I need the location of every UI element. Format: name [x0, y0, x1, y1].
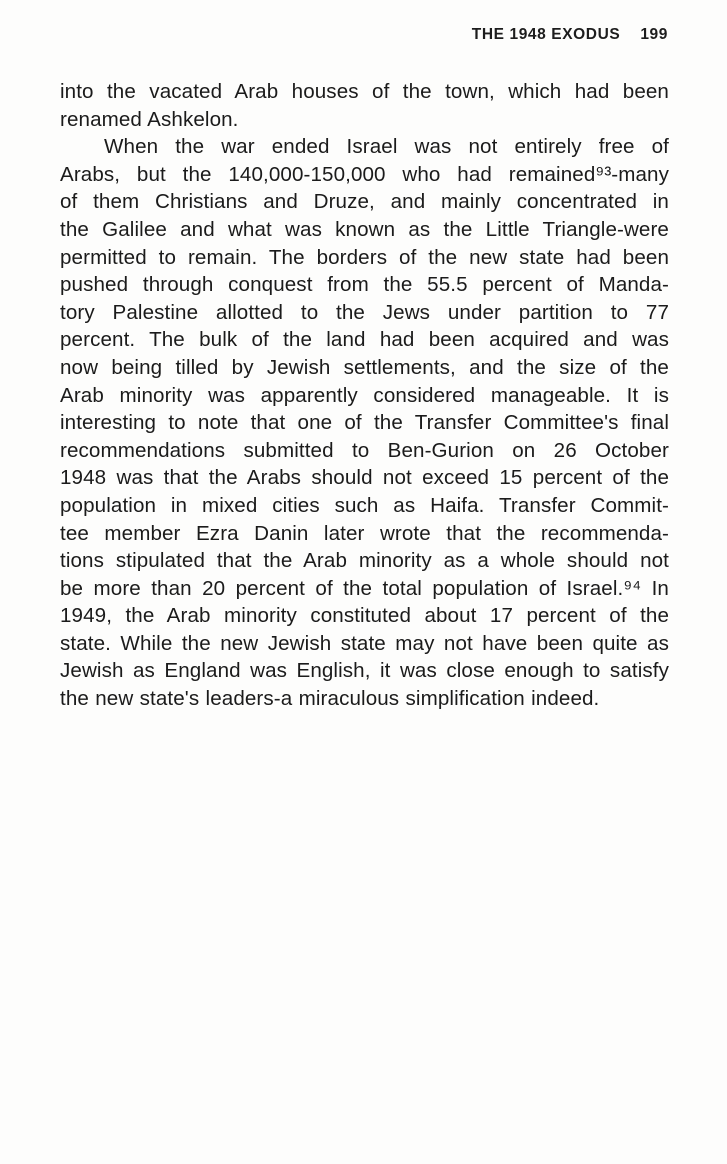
- text-line: now being tilled by Jewish settlements, and the size of the: [60, 355, 669, 379]
- text-line: tions stipulated that the Arab minority as a whole should not: [60, 549, 669, 573]
- text-line: renamed Ashkelon.: [60, 107, 239, 131]
- text-line: 1949, the Arab minority constituted about 17 percent of the: [60, 604, 669, 628]
- text-line: When the war ended Israel was not entirely free of: [104, 135, 669, 159]
- running-title: THE 1948 EXODUS: [471, 26, 621, 43]
- text-line: interesting to note that one of the Transfer Committee's final: [60, 411, 669, 435]
- text-line: Arabs, but the 140,000-150,000 who had remained⁹³-many: [60, 162, 669, 186]
- text-line: Jewish as England was English, it was close enough to satisfy: [60, 659, 669, 683]
- text-line: pushed through conquest from the 55.5 percent of Manda-: [60, 273, 669, 297]
- running-header: [60, 26, 668, 44]
- text-line: into the vacated Arab houses of the town, which had been: [60, 80, 669, 103]
- text-line: permitted to remain. The borders of the new state had been: [60, 245, 669, 269]
- text-line: population in mixed cities such as Haifa. Transfer Commit-: [60, 493, 669, 517]
- text-line: recommendations submitted to Ben-Gurion on 26 October: [60, 438, 669, 462]
- body-text: [60, 78, 669, 713]
- text-line: of them Christians and Druze, and mainly concentrated in: [60, 190, 669, 214]
- text-line: percent. The bulk of the land had been acquired and was: [60, 328, 669, 352]
- page-number: 199: [640, 26, 668, 43]
- text-line: state. While the new Jewish state may not have been quite as: [60, 631, 669, 655]
- text-line: Arab minority was apparently considered manageable. It is: [60, 383, 669, 407]
- text-line: be more than 20 percent of the total population of Israel.⁹⁴ In: [60, 576, 669, 600]
- text-line: the new state's leaders-a miraculous simplification indeed.: [60, 687, 600, 711]
- text-line: the Galilee and what was known as the Little Triangle-were: [60, 217, 669, 241]
- text-line: tory Palestine allotted to the Jews under partition to 77: [60, 300, 669, 324]
- text-line: tee member Ezra Danin later wrote that the recommenda-: [60, 521, 669, 545]
- text-line: 1948 was that the Arabs should not exceed 15 percent of the: [60, 466, 669, 490]
